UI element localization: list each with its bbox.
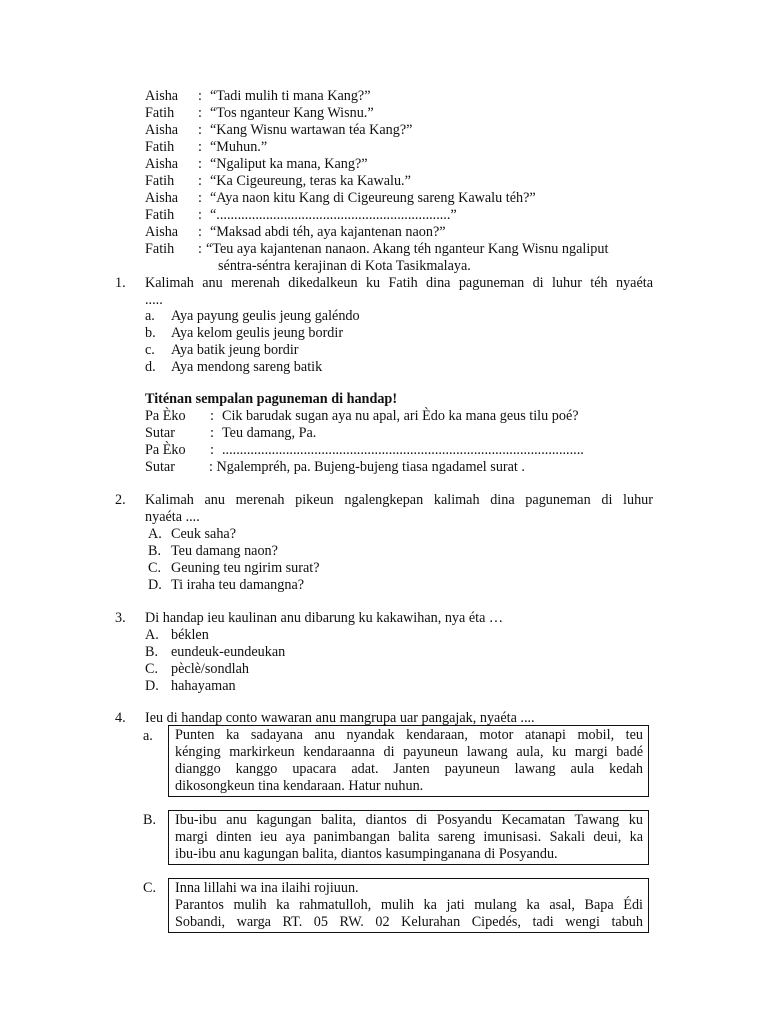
dialog-text: : Ngalempréh, pa. Bujeng-bujeng tiasa ngadamel surat . bbox=[209, 459, 525, 475]
dialog-blank-text: “..................................................................” bbox=[210, 207, 457, 223]
option-text: Teu damang naon? bbox=[171, 543, 278, 559]
speaker-name: Pa Èko bbox=[145, 408, 186, 424]
dialog-text: “Teu aya kajantenan nanaon. Akang téh nganteur Kang Wisnu ngaliput bbox=[206, 241, 609, 257]
speaker-name: Aisha bbox=[145, 224, 179, 240]
announcement-box bbox=[168, 725, 649, 797]
question-text-cont: ..... bbox=[145, 292, 163, 308]
option-text: Aya mendong sareng batik bbox=[171, 359, 323, 375]
box-line: dikosongkeun tina kendaraan. Hatur nuhun. bbox=[175, 778, 424, 794]
option-text: Geuning teu ngirim surat? bbox=[171, 560, 320, 576]
speaker-colon: : bbox=[198, 173, 202, 189]
speaker-name: Aisha bbox=[145, 122, 179, 138]
speaker-colon: : bbox=[198, 139, 202, 155]
question-number: 2. bbox=[115, 492, 126, 508]
question-text: Di handap ieu kaulinan anu dibarung ku kakawihan, nya éta … bbox=[145, 610, 504, 626]
option-letter: A. bbox=[145, 627, 159, 643]
question-text: Kalimah anu merenah pikeun ngalengkepan kalimah dina paguneman di luhur bbox=[145, 492, 653, 508]
dialog-text: “Kang Wisnu wartawan téa Kang?” bbox=[210, 122, 413, 138]
option-letter: C. bbox=[145, 661, 159, 677]
option-text: Aya kelom geulis jeung bordir bbox=[171, 325, 344, 341]
question-text-cont: nyaéta .... bbox=[145, 509, 200, 525]
option-text: béklen bbox=[171, 627, 209, 643]
question-number: 4. bbox=[115, 710, 126, 726]
dialog-text: Teu damang, Pa. bbox=[222, 425, 317, 441]
speaker-name: Fatih bbox=[145, 241, 175, 257]
option-letter: d. bbox=[145, 359, 156, 375]
option-letter: D. bbox=[145, 678, 159, 694]
speaker-colon: : bbox=[198, 224, 202, 240]
option-text: hahayaman bbox=[171, 678, 236, 694]
option-text: Ti iraha teu damangna? bbox=[171, 577, 305, 593]
box-line: ibu-ibu anu kagungan balita, diantos kasumpinganana di Posyandu. bbox=[175, 846, 558, 862]
box-line: Sobandi, warga RT. 05 RW. 02 Kelurahan Cipedés, tadi wengi tabuh bbox=[175, 914, 643, 930]
option-letter: a. bbox=[143, 728, 153, 744]
dialog-text: “Muhun.” bbox=[210, 139, 268, 155]
speaker-colon: : bbox=[210, 442, 214, 458]
option-letter: c. bbox=[145, 342, 155, 358]
section-heading: Titénan sempalan paguneman di handap! bbox=[145, 391, 398, 407]
speaker-colon: : bbox=[198, 88, 202, 104]
speaker-colon: : bbox=[198, 207, 202, 223]
box-line: margi dinten ieu aya panimbangan balita sareng imunisasi. Sakali deui, ka bbox=[175, 829, 643, 845]
speaker-name: Sutar bbox=[145, 425, 175, 441]
box-line: Parantos mulih ka rahmatulloh, mulih ka jati mulang ka asal, Bapa Édi bbox=[175, 897, 643, 913]
announcement-box bbox=[168, 878, 649, 933]
dialog-text: “Maksad abdi téh, aya kajantenan naon?” bbox=[210, 224, 446, 240]
option-text: Aya batik jeung bordir bbox=[171, 342, 299, 358]
question-number: 1. bbox=[115, 275, 126, 291]
option-letter: B. bbox=[145, 644, 159, 660]
box-line: kénging markirkeun kendaraanna di payuneun lawang aula, ku margi badé bbox=[175, 744, 643, 760]
dialog-continuation: séntra-séntra kerajinan di Kota Tasikmalaya. bbox=[218, 258, 471, 274]
box-line: Punten ka sadayana anu nyandak kendaraan, motor atanapi mobil, teu bbox=[175, 727, 643, 743]
dialog-text: “Ka Cigeureung, teras ka Kawalu.” bbox=[210, 173, 411, 189]
option-text: Aya payung geulis jeung galéndo bbox=[171, 308, 360, 324]
option-letter: C. bbox=[143, 880, 157, 896]
dialog-text: “Tadi mulih ti mana Kang?” bbox=[210, 88, 371, 104]
option-letter: B. bbox=[143, 812, 157, 828]
speaker-colon: : bbox=[210, 408, 214, 424]
speaker-name: Fatih bbox=[145, 139, 175, 155]
speaker-colon: : bbox=[198, 122, 202, 138]
option-letter: D. bbox=[148, 577, 162, 593]
speaker-name: Fatih bbox=[145, 207, 175, 223]
speaker-colon: : bbox=[198, 190, 202, 206]
speaker-colon: : bbox=[198, 156, 202, 172]
option-letter: B. bbox=[148, 543, 162, 559]
option-text: pèclè/sondlah bbox=[171, 661, 250, 677]
speaker-name: Fatih bbox=[145, 105, 175, 121]
speaker-colon: : bbox=[198, 105, 202, 121]
announcement-box bbox=[168, 810, 649, 865]
question-text: Ieu di handap conto wawaran anu mangrupa uar pangajak, nyaéta .... bbox=[145, 710, 535, 726]
option-text: Ceuk saha? bbox=[171, 526, 237, 542]
speaker-colon: : bbox=[198, 241, 202, 257]
dialog-blank-text: ...................................................................................................... bbox=[222, 442, 584, 458]
speaker-colon: : bbox=[210, 425, 214, 441]
speaker-name: Fatih bbox=[145, 173, 175, 189]
speaker-name: Aisha bbox=[145, 190, 179, 206]
speaker-name: Aisha bbox=[145, 88, 179, 104]
dialog-text: “Aya naon kitu Kang di Cigeureung sareng Kawalu téh?” bbox=[210, 190, 536, 206]
dialog-text: “Ngaliput ka mana, Kang?” bbox=[210, 156, 368, 172]
box-line: Ibu-ibu anu kagungan balita, diantos di Posyandu Kecamatan Tawang ku bbox=[175, 812, 643, 828]
speaker-name: Aisha bbox=[145, 156, 179, 172]
option-letter: b. bbox=[145, 325, 156, 341]
box-line: dianggo kanggo upacara adat. Janten payuneun lawang aula kedah bbox=[175, 761, 643, 777]
question-text: Kalimah anu merenah dikedalkeun ku Fatih dina paguneman di luhur téh nyaéta bbox=[145, 275, 653, 291]
option-letter: C. bbox=[148, 560, 162, 576]
option-text: eundeuk-eundeukan bbox=[171, 644, 286, 660]
dialog-text: Cik barudak sugan aya nu apal, ari Èdo ka mana geus tilu poé? bbox=[222, 408, 579, 424]
dialog-text: “Tos nganteur Kang Wisnu.” bbox=[210, 105, 374, 121]
speaker-name: Sutar bbox=[145, 459, 175, 475]
question-number: 3. bbox=[115, 610, 126, 626]
option-letter: a. bbox=[145, 308, 155, 324]
option-letter: A. bbox=[148, 526, 162, 542]
box-line: Inna lillahi wa ina ilaihi rojiuun. bbox=[175, 880, 359, 896]
speaker-name: Pa Èko bbox=[145, 442, 186, 458]
